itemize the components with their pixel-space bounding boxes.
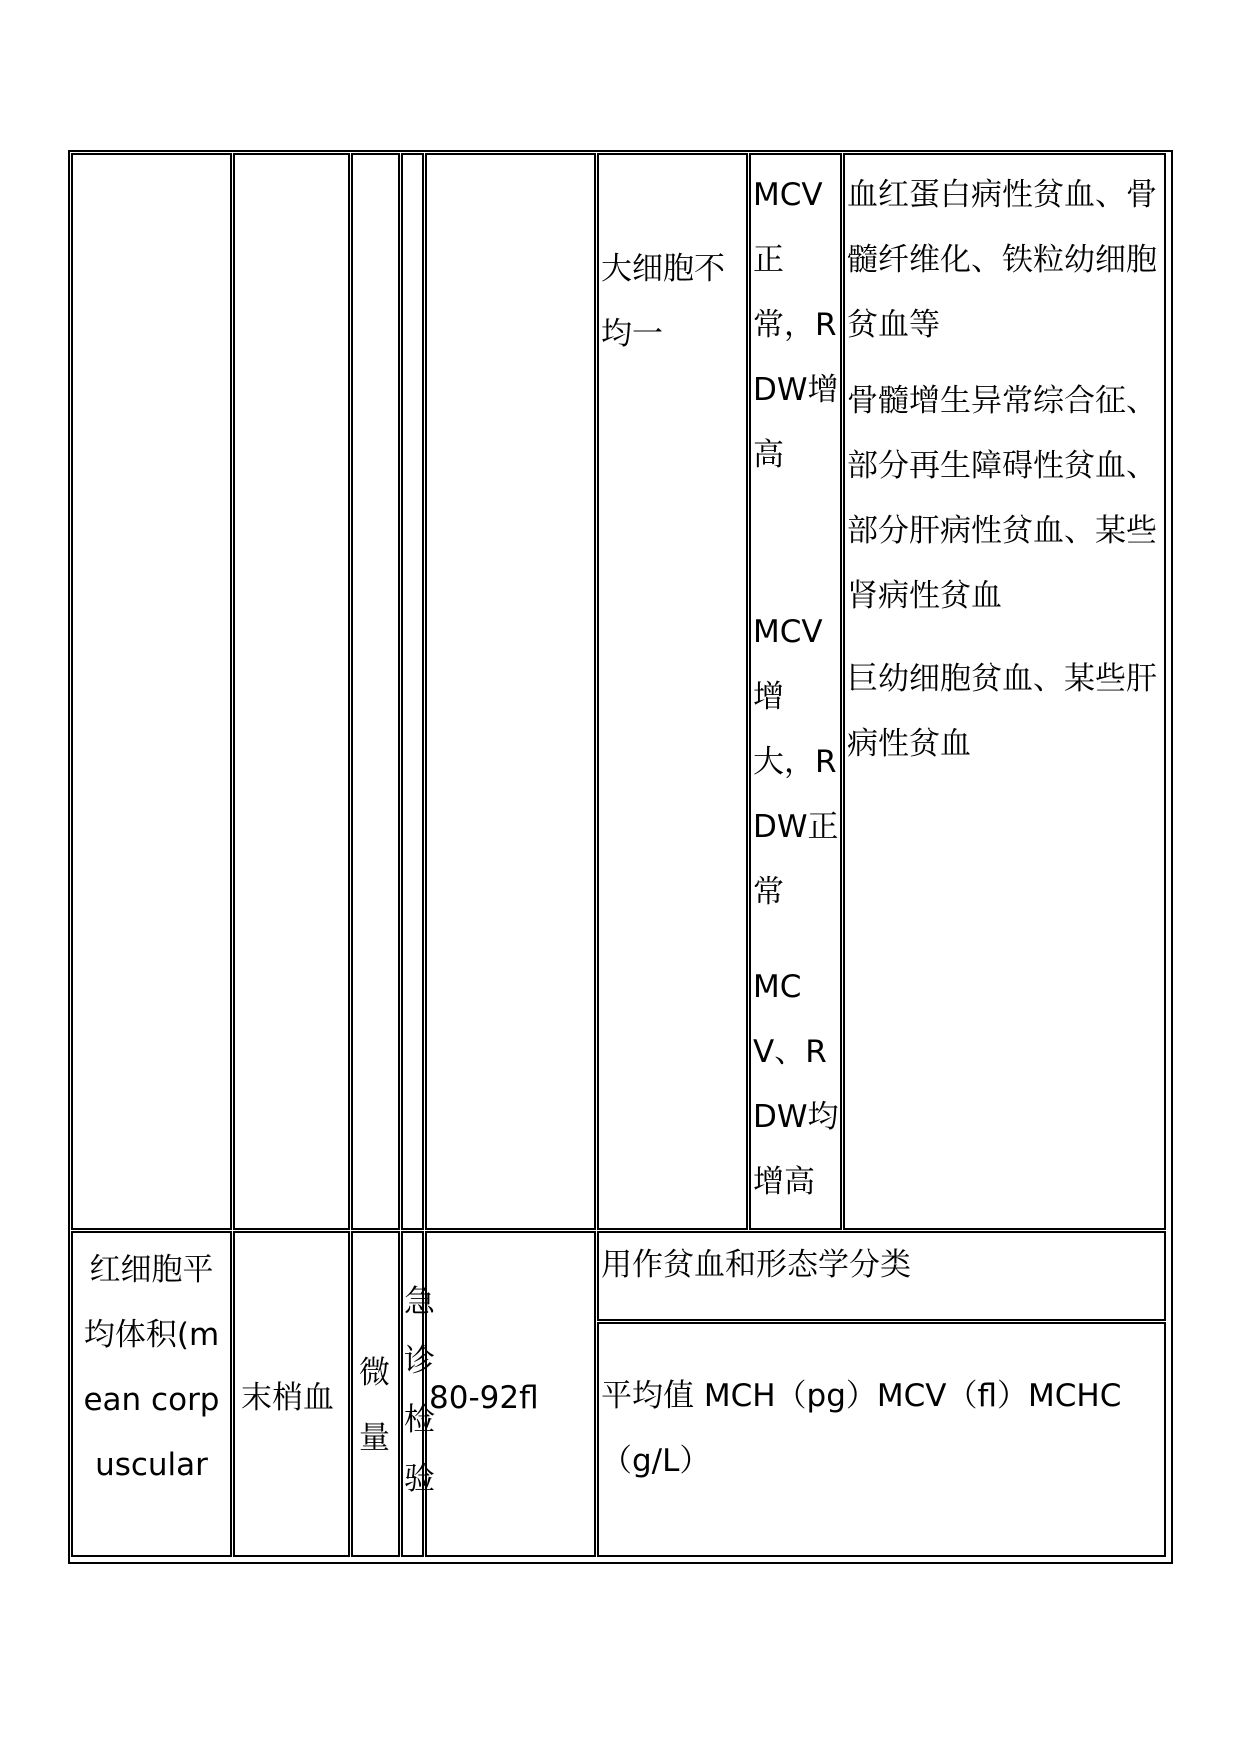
item-name-text: 红细胞平均体积(mean corpuscular <box>83 1252 220 1483</box>
disease-text: 血红蛋白病性贫血、骨髓纤维化、铁粒幼细胞贫血等 <box>847 177 1157 343</box>
category-text: 大细胞不均一 <box>601 251 725 352</box>
significance-text: 用作贫血和形态学分类 <box>601 1247 911 1283</box>
specimen-text: 末梢血 <box>241 1380 334 1416</box>
note-cell <box>597 1322 1166 1557</box>
table-cell-empty <box>351 153 400 1230</box>
category-cell <box>597 153 748 1230</box>
reference-range-cell <box>425 1231 596 1557</box>
disease-text: 骨髓增生异常综合征、部分再生障碍性贫血、部分肝病性贫血、某些肾病性贫血 <box>847 383 1157 614</box>
table-cell-empty <box>425 153 596 1230</box>
disease-cell <box>843 153 1166 1230</box>
item-name-cell <box>71 1231 232 1557</box>
test-type-cell <box>401 1231 435 1557</box>
reference-range-text: 80-92fl <box>429 1380 539 1416</box>
table-cell-empty <box>71 153 232 1230</box>
disease-text: 巨幼细胞贫血、某些肝病性贫血 <box>847 661 1157 762</box>
criteria-text: MCV增大，RDW正常 <box>753 614 839 910</box>
amount-text: 微量 <box>359 1355 390 1456</box>
specimen-cell <box>233 1231 350 1557</box>
table-cell-empty <box>233 153 350 1230</box>
significance-cell <box>597 1231 1166 1321</box>
criteria-text: MCV正常，RDW增高 <box>753 177 839 473</box>
amount-cell <box>351 1231 400 1557</box>
table-cell-empty <box>401 153 424 1230</box>
note-text: 平均值 MCH（pg）MCV（fl）MCHC（g/L） <box>601 1378 1122 1479</box>
criteria-text: MCV、RDW均增高 <box>753 969 839 1200</box>
test-type-text: 急诊检验 <box>404 1284 435 1497</box>
criteria-cell <box>749 153 842 1230</box>
